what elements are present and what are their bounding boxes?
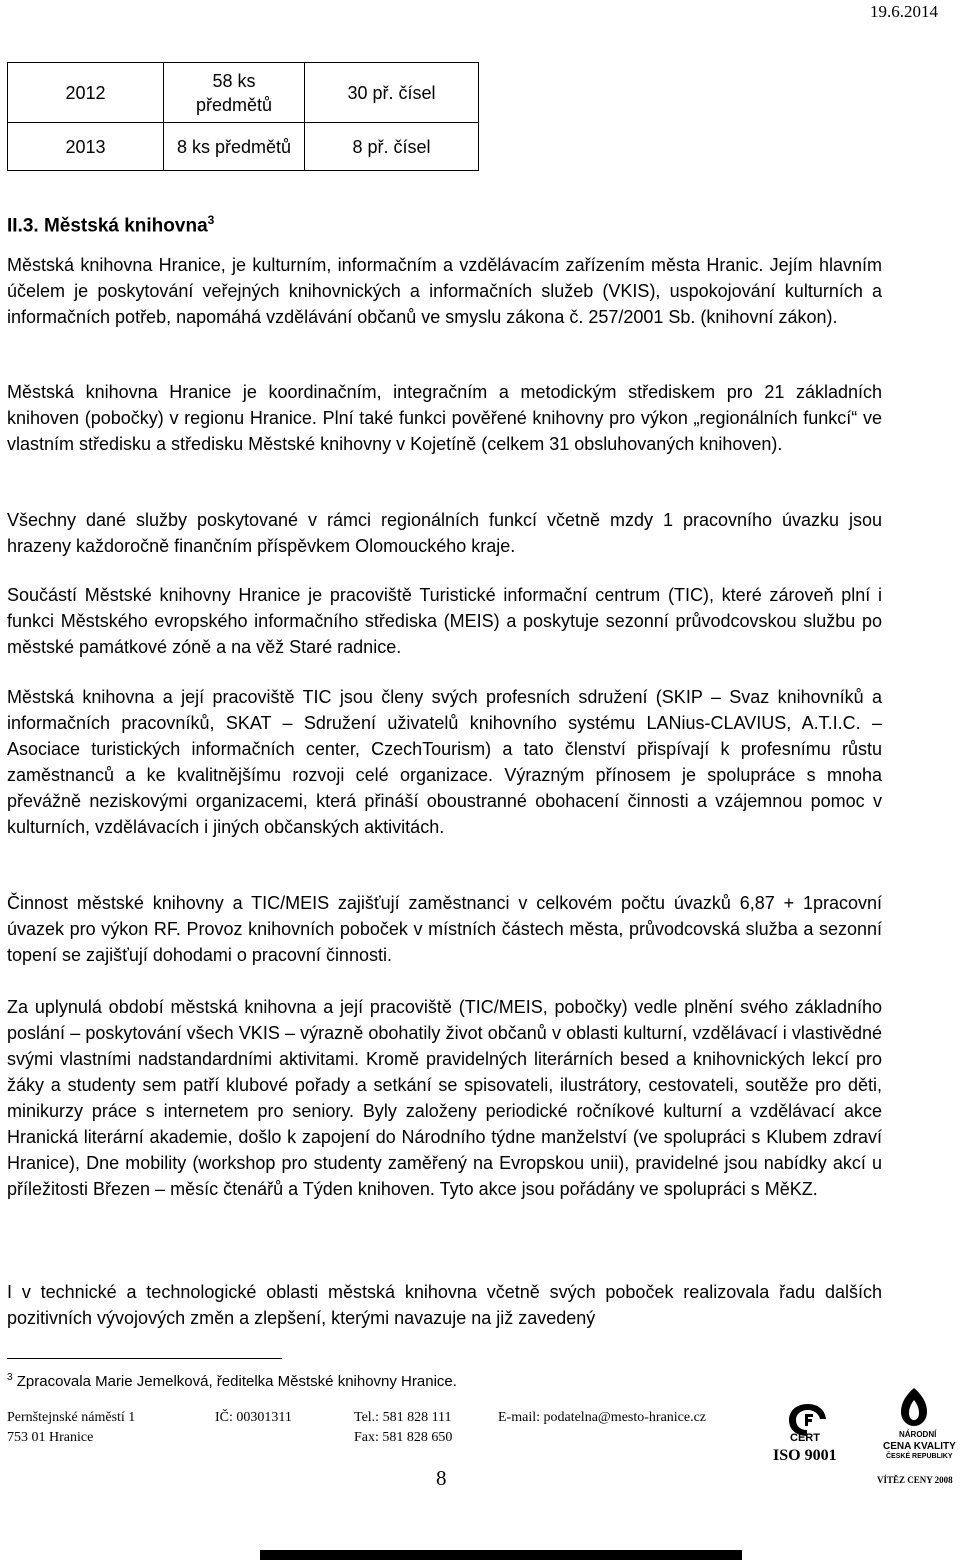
table-cell: 58 ks předmětů xyxy=(164,63,305,123)
footer-email: E-mail: podatelna@mesto-hranice.cz xyxy=(498,1410,707,1425)
table-row xyxy=(8,123,479,171)
iso-label: ISO 9001 xyxy=(773,1447,837,1464)
footer-ic: IČ: 00301311 xyxy=(215,1410,292,1425)
footer-address-city: 753 01 Hranice xyxy=(7,1430,94,1445)
footnote-ref: 3 xyxy=(207,213,215,227)
footer-fax: Fax: 581 828 650 xyxy=(354,1430,453,1445)
paragraph: Městská knihovna Hranice je koordinačním, integračním a metodickým střediskem pro 21 základních knihoven (pobočky) v regionu Hranice. Plní také funkci pověřené knihovny pro výkon „regionálních funkcí“ ve vlastním středisku a středisku Městské knihovny v Kojetíně (celkem 31 obsluhovaných knihoven). xyxy=(7,382,882,454)
table-row xyxy=(8,63,479,123)
footnote: $^3$ Zpracovala Marie Jemelková, ředitelka Městské knihovny Hranice. xyxy=(7,1372,457,1390)
paragraph: Činnost městské knihovny a TIC/MEIS zajišťují zaměstnanci v celkovém počtu úvazků 6,87 + 1pracovní úvazek pro výkon RF. Provoz knihovních poboček v místních částech města, průvodcovská služba a sezonní topení se zajišťují dohodami o pracovní činnosti. xyxy=(7,893,882,965)
paragraph: Městská knihovna Hranice, je kulturním, informačním a vzdělávacím zařízením města Hranic. Jejím hlavním účelem je poskytování veřejných knihovnických a informačních služeb (VKIS), uspokojování kulturních a informačních potřeb, napomáhá vzdělávání občanů ve smyslu zákona č. 257/2001 Sb. (knihovní zákon). xyxy=(7,255,882,327)
paragraph: Městská knihovna a její pracoviště TIC jsou členy svých profesních sdružení (SKIP – Svaz knihovníků a informačních pracovníků, SKAT – Sdružení uživatelů knihovního systému LANius-CLAVIUS, A.T.I.C. – Asociace turistických informačních center, CzechTourism) a tato členství přispívají k profesnímu růstu zaměstnanců a ke kvalitnějšímu rozvoji celé organizace. Výrazným přínosem je spolupráce s mnoha převážně neziskovými organizacemi, která přináší oboustranné obohacení činnosti a vzájemnou pomoc v kulturních, vzdělávacích i jiných občanských aktivitách. xyxy=(7,687,882,837)
award-line2: CENA KVALITY xyxy=(883,1441,956,1452)
award-line3: ČESKÉ REPUBLIKY xyxy=(886,1453,953,1460)
paragraph: Všechny dané služby poskytované v rámci regionálních funkcí včetně mzdy 1 pracovního úvazku jsou hrazeny každoročně finančním příspěvkem Olomouckého kraje. xyxy=(7,510,882,556)
paragraph: I v technické a technologické oblasti městská knihovna včetně svých poboček realizovala řadu dalších pozitivních vývojových změn a zlepšení, kterými navazuje na již zavedený xyxy=(7,1282,882,1328)
stats-table xyxy=(7,62,479,171)
section-title: II.3. Městská knihovna$^3$ xyxy=(7,213,215,237)
bottom-bar xyxy=(260,1550,742,1560)
quality-award-icon xyxy=(897,1386,931,1428)
table-cell: 8 ks předmětů xyxy=(164,123,305,171)
paragraph: Součástí Městské knihovny Hranice je pracoviště Turistické informační centrum (TIC), které zároveň plní i funkci Městského evropského informačního střediska (MEIS) a poskytuje sezonní průvodcovskou službu po městské památkové zóně a na věž Staré radnice. xyxy=(7,585,882,657)
paragraph: Za uplynulá období městská knihovna a její pracoviště (TIC/MEIS, pobočky) vedle plnění svého základního poslání – poskytování všech VKIS – výrazně obohatily život občanů v oblasti kulturní, vzdělávací i vlastivědné svými vlastními nadstandardními aktivitami. Kromě pravidelných literárních besed a knihovnických lekcí pro žáky a studenty sem patří klubové pořady a setkání se spisovateli, ilustrátory, cestovateli, soutěže pro děti, minikurzy práce s internetem pro seniory. Byly založeny periodické ročníkové kulturní a vzdělávací akce Hranická literární akademie, došlo k zapojení do Národního týdne manželství (ve spolupráci s Klubem zdraví Hranice), Dne mobility (workshop pro studenty zaměřený na Evropskou unii), pravidelné jsou nabídky akcí u příležitosti Březen – měsíc čtenářů a Týden knihoven. Tyto akce jsou pořádány ve spolupráci s MěKZ. xyxy=(7,997,882,1199)
table-cell: 2012 xyxy=(8,63,164,123)
footer-tel: Tel.: 581 828 111 xyxy=(354,1410,452,1425)
page-number: 8 xyxy=(436,1466,447,1490)
table-cell: 8 př. čísel xyxy=(305,123,479,171)
footnote-divider xyxy=(7,1358,282,1359)
award-winner: VÍTĚZ CENY 2008 xyxy=(877,1475,953,1485)
header-date: 19.6.2014 xyxy=(870,2,938,21)
cert-label: CERT xyxy=(790,1432,820,1444)
table-cell: 30 př. čísel xyxy=(305,63,479,123)
table-cell: 2013 xyxy=(8,123,164,171)
footer-address-street: Pernštejnské náměstí 1 xyxy=(7,1410,136,1425)
award-line1: NÁRODNÍ xyxy=(899,1430,937,1439)
